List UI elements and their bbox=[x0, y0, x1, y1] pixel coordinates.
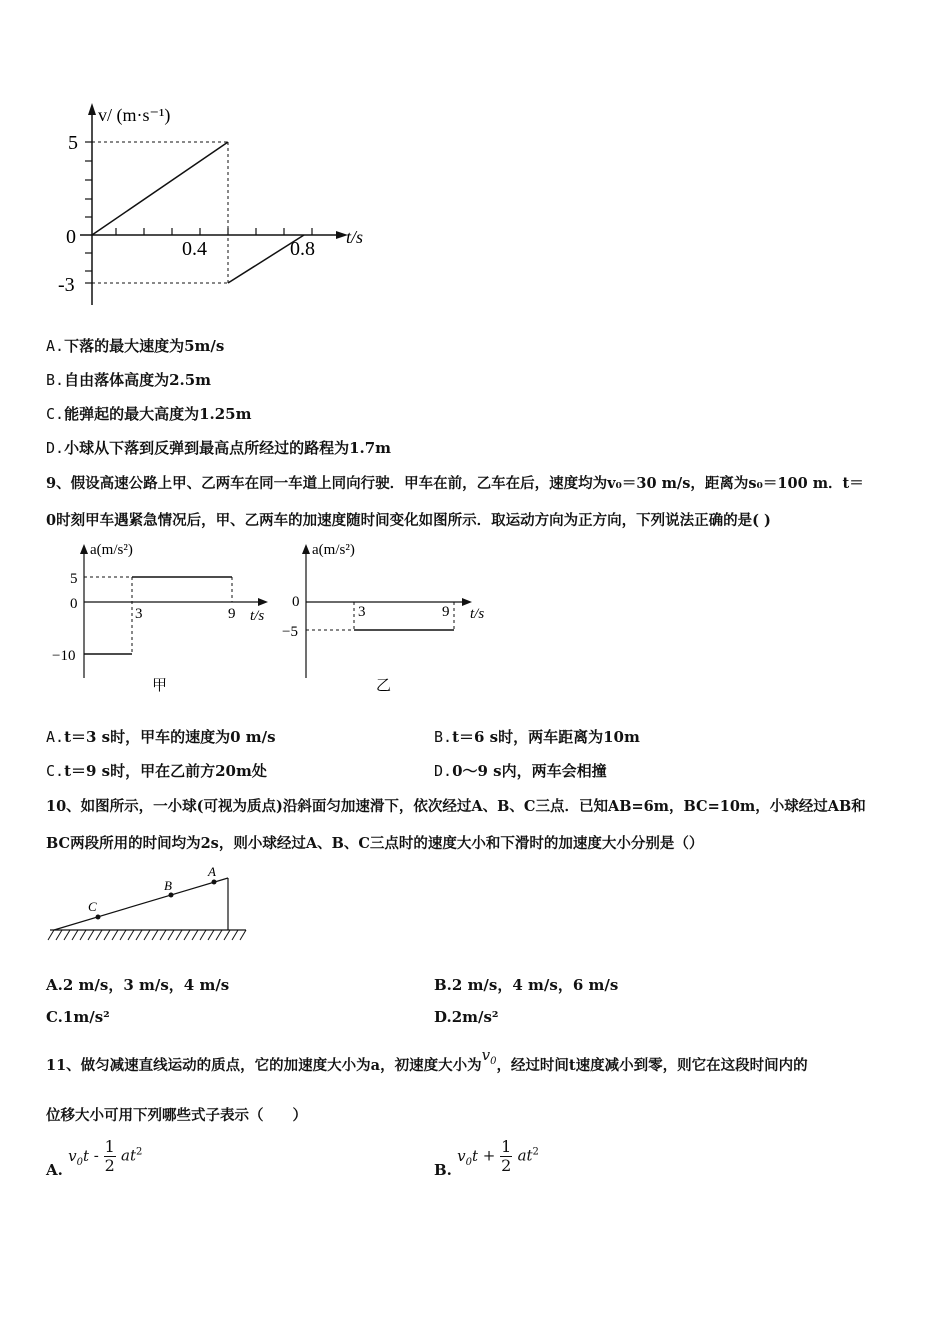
y-tick-neg3: -3 bbox=[58, 274, 75, 296]
point-a-label: A bbox=[208, 864, 216, 879]
jia-y-tick-0: 0 bbox=[70, 596, 78, 612]
q11-option-b: B. $v_0t$ + $\frac{1}{2}$ $at^2$ bbox=[434, 1137, 539, 1179]
q11-line1: 11、做匀减速直线运动的质点，它的加速度大小为a，初速度大小为$v_0$，经过时间t速度减小到零，则它在这段时间内的 bbox=[46, 1046, 808, 1074]
q9-line2: 0时刻甲车遇紧急情况后，甲、乙两车的加速度随时间变化如图所示．取运动方向为正方向，下列说法正确的是( ) bbox=[46, 512, 771, 529]
point-b-label: B bbox=[164, 878, 172, 893]
fraction-half: $\frac{1}{2}$ bbox=[501, 1137, 512, 1175]
y-tick-5: 5 bbox=[68, 132, 78, 154]
q10-option-a: A.2 m/s，3 m/s，4 m/s bbox=[46, 976, 230, 994]
jia-x-tick-9: 9 bbox=[228, 606, 236, 622]
q10-line2: BC两段所用的时间均为2s，则小球经过A、B、C三点时的速度大小和下滑时的加速度大小分别是（） bbox=[46, 835, 704, 852]
yi-x-tick-9: 9 bbox=[442, 604, 450, 620]
yi-caption: 乙 bbox=[376, 678, 392, 694]
q9-option-b: B.t＝6 s时，两车距离为10m bbox=[434, 728, 640, 746]
x-tick-0.4: 0.4 bbox=[182, 238, 207, 260]
q8-option-d: D.小球从下落到反弹到最高点所经过的路程为1.7m bbox=[46, 439, 392, 457]
yi-x-tick-3: 3 bbox=[358, 604, 366, 620]
q8-option-b: B.自由落体高度为2.5m bbox=[46, 371, 212, 389]
q9-option-d: D.0～9 s内，两车会相撞 bbox=[434, 762, 607, 780]
q11-option-a: A. $v_0t$ - $\frac{1}{2}$ $at^2$ bbox=[46, 1137, 143, 1179]
q9-option-c: C.t＝9 s时，甲在乙前方20m处 bbox=[46, 762, 267, 780]
fraction-half: $\frac{1}{2}$ bbox=[104, 1137, 115, 1175]
x-axis-label: t/s bbox=[346, 227, 364, 247]
jia-y-tick-neg10: −10 bbox=[52, 648, 76, 664]
jia-x-tick-3: 3 bbox=[135, 606, 143, 622]
q11-line2: 位移大小可用下列哪些式子表示（ ） bbox=[46, 1107, 307, 1124]
vt-graph bbox=[50, 95, 390, 315]
q9-option-a: A.t＝3 s时，甲车的速度为0 m/s bbox=[46, 728, 276, 746]
graph-yi bbox=[280, 538, 510, 700]
y-tick-0: 0 bbox=[66, 226, 76, 248]
jia-caption: 甲 bbox=[152, 678, 168, 694]
q9-line1: 9、假设高速公路上甲、乙两车在同一车道上同向行驶．甲车在前，乙车在后，速度均为v₀＝30 m/s，距离为s₀＝100 m．t＝ bbox=[46, 475, 864, 492]
jia-y-tick-5: 5 bbox=[70, 571, 78, 587]
yi-x-label: t/s bbox=[470, 606, 485, 622]
y-axis-label: v/ (m·s⁻¹) bbox=[98, 105, 171, 125]
yi-y-label: a(m/s²) bbox=[312, 542, 355, 558]
yi-y-tick-0: 0 bbox=[292, 594, 300, 610]
yi-y-tick-neg5: −5 bbox=[282, 624, 298, 640]
point-c-label: C bbox=[88, 899, 97, 914]
q10-line1: 10、如图所示，一小球(可视为质点)沿斜面匀加速滑下，依次经过A、B、C三点．已知AB=6m，BC=10m，小球经过AB和 bbox=[46, 798, 866, 815]
incline-diagram bbox=[46, 862, 256, 946]
jia-x-label: t/s bbox=[250, 608, 265, 624]
x-tick-0.8: 0.8 bbox=[290, 238, 315, 260]
q10-option-c: C.1m/s² bbox=[46, 1008, 110, 1026]
q8-option-c: C.能弹起的最大高度为1.25m bbox=[46, 405, 252, 423]
jia-y-label: a(m/s²) bbox=[90, 542, 133, 558]
q10-option-d: D.2m/s² bbox=[434, 1008, 499, 1026]
q10-option-b: B.2 m/s，4 m/s，6 m/s bbox=[434, 976, 619, 994]
graph-jia bbox=[50, 538, 280, 700]
q8-option-a: A.下落的最大速度为5m/s bbox=[46, 337, 225, 355]
